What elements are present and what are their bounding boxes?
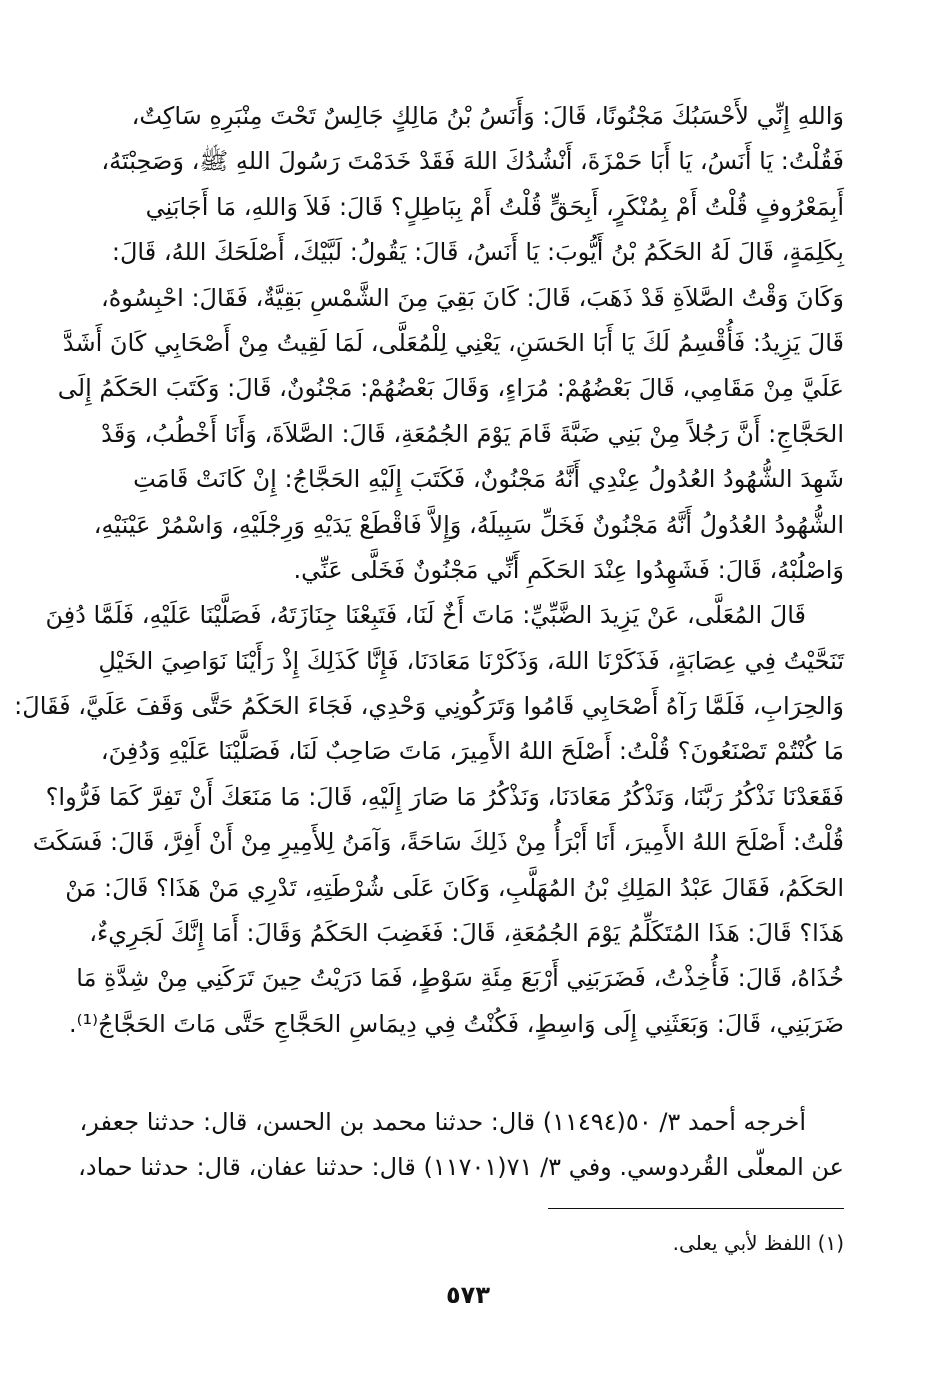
text-line: الشُّهُودُ العُدُولُ أَنَّهُ مَجْنُونٌ فَخَلِّ سَبِيلَهُ، وَإِلاَّ فَاقْطَعْ يَدَيْهِ وَرِجْلَيْهِ، وَاسْمُرْ عَيْنَيْهِ، xyxy=(93,510,844,539)
text-line: فَقَعَدْنَا نَذْكُرُ رَبَّنَا، وَنَذْكُرُ مَعَادَنَا، وَنَذْكُرُ مَا صَارَ إِلَيْهِ، قَالَ: مَا مَنَعَكَ أَنْ تَفِرَّ كَمَا فَرُّوا؟ xyxy=(45,782,844,811)
text-line: وَاصْلُبْهُ، قَالَ: فَشَهِدُوا عِنْدَ الحَكَمِ أَنِّي مَجْنُونٌ فَخَلَّى عَنِّي. xyxy=(293,555,844,584)
text-line: تَنَحَّيْتُ فِي عِصَابَةٍ، فَذَكَرْنَا اللهَ، وَذَكَرْنَا مَعَادَنَا، فَإِنَّا كَذَلِكَ إِذْ رَأَيْنَا نَوَاصِيَ الخَيْلِ xyxy=(98,646,844,675)
text-line: هَذَا؟ قَالَ: هَذَا المُتَكَلِّمُ يَوْمَ الجُمُعَةِ، قَالَ: فَغَضِبَ الحَكَمُ وَقَالَ: أَمَا إِنَّكَ لَجَرِيءٌ، xyxy=(89,919,844,948)
source-citation xyxy=(78,1100,844,1191)
text-line: قُلْتُ: أَصْلَحَ اللهُ الأَمِيرَ، أَنَا أَبْرَأُ مِنْ ذَلِكَ سَاحَةً، وَآمَنُ لِلأَمِيرِ مِنْ أَنْ أَفِرَّ، قَالَ: فَسَكَتَ xyxy=(32,828,844,857)
text-line: وَالحِرَابِ، فَلَمَّا رَآهُ أَصْحَابِي قَامُوا وَتَرَكُونِي وَحْدِي، فَجَاءَ الحَكَمُ حَتَّى وَقَفَ عَلَيَّ، فَقَالَ: xyxy=(14,692,844,721)
text-line: الحَكَمُ، فَقَالَ عَبْدُ المَلِكِ بْنُ المُهَلَّبِ، وَكَانَ عَلَى شُرْطَتِهِ، تَدْرِي مَنْ هَذَا؟ قَالَ: مَنْ xyxy=(65,873,844,902)
text-line: خُذَاهُ، قَالَ: فَأُخِذْتُ، فَضَرَبَنِي أَرْبَعَ مِئَةِ سَوْطٍ، فَمَا دَرَيْتُ حِينَ تَرَكَنِي مِنْ شِدَّةِ مَا xyxy=(76,964,844,993)
footnote: (١) اللفظ لأبي يعلى. xyxy=(672,1231,844,1255)
main-text xyxy=(14,94,844,1047)
text-line: الحَجَّاجِ: أَنَّ رَجُلاً مِنْ بَنِي ضَبَّةَ قَامَ يَوْمَ الجُمُعَةِ، قَالَ: الصَّلاَةَ، وَأَنَا أَخْطُبُ، وَقَدْ xyxy=(101,419,844,448)
footnote-divider xyxy=(548,1208,844,1209)
text-line: وَاللهِ إِنِّي لأَحْسَبُكَ مَجْنُونًا، قَالَ: وَأَنَسُ بْنُ مَالِكٍ جَالِسٌ تَحْتَ مِنْبَرِهِ سَاكِتٌ، xyxy=(131,102,844,130)
paragraph-start-line: قَالَ المُعَلَّى، عَنْ يَزِيدَ الضَّبِّيِّ: مَاتَ أَخٌ لَنَا، فَتَبِعْنَا جِنَازَتَهُ، فَصَلَّيْنَا عَلَيْهِ، فَلَمَّا دُفِنَ xyxy=(45,601,806,630)
citation-line: أخرجه أحمد ٣/ ٥٠(١١٤٩٤) قال: حدثنا محمد بن الحسن، قال: حدثنا جعفر، xyxy=(79,1108,806,1136)
text-line: قَالَ يَزِيدُ: فَأُقْسِمُ لَكَ يَا أَبَا الحَسَنِ، يَعْنِي لِلْمُعَلَّى، لَمَا لَقِيتُ مِنْ أَصْحَابِي كَانَ أَشَدَّ xyxy=(62,328,844,357)
text-line: ضَرَبَنِي، قَالَ: وَبَعَثَنِي إِلَى وَاسِطٍ، فَكُنْتُ فِي دِيمَاسِ الحَجَّاجِ حَتَّى مَاتَ الحَجَّاجُ⁽¹⁾. xyxy=(68,1009,844,1038)
text-line: فَقُلْتُ: يَا أَنَسُ، يَا أَبَا حَمْزَةَ، أَنْشُدُكَ اللهَ فَقَدْ خَدَمْتَ رَسُولَ اللهِ ﷺ، وَصَحِبْتَهُ، xyxy=(101,147,844,176)
page-number: ٥٧٣ xyxy=(446,1281,490,1309)
text-line: وَكَانَ وَقْتُ الصَّلاَةِ قَدْ ذَهَبَ، قَالَ: كَانَ بَقِيَ مِنَ الشَّمْسِ بَقِيَّةٌ، فَقَالَ: احْبِسُوهُ، xyxy=(100,283,844,312)
text-line: مَا كُنْتُمْ تَصْنَعُونَ؟ قُلْتُ: أَصْلَحَ اللهُ الأَمِيرَ، مَاتَ صَاحِبٌ لَنَا، فَصَلَّيْنَا عَلَيْهِ وَدُفِنَ، xyxy=(100,737,844,766)
text-line: بِكَلِمَةٍ، قَالَ لَهُ الحَكَمُ بْنُ أَيُّوبَ: يَا أَنَسُ، قَالَ: يَقُولُ: لَبَّيْكَ، أَصْلَحَكَ اللهُ، قَالَ: xyxy=(111,238,844,267)
text-line: عَلَيَّ مِنْ مَقَامِي، قَالَ بَعْضُهُمْ: مُرَاءٍ، وَقَالَ بَعْضُهُمْ: مَجْنُونٌ، قَالَ: وَكَتَبَ الحَكَمُ إِلَى xyxy=(57,374,844,403)
citation-line: عن المعلّى القُردوسي. وفي ٣/ ٧١(١١٧٠١) قال: حدثنا عفان، قال: حدثنا حماد، xyxy=(78,1153,844,1182)
text-line: أَبِمَعْرُوفٍ قُلْتُ أَمْ بِمُنْكَرٍ، أَبِحَقٍّ قُلْتُ أَمْ بِبَاطِلٍ؟ قَالَ: فَلاَ وَاللهِ، مَا أَجَابَنِي xyxy=(145,192,844,221)
text-line: شَهِدَ الشُّهُودُ العُدُولُ عِنْدِي أَنَّهُ مَجْنُونٌ، فَكَتَبَ إِلَيْهِ الحَجَّاجُ: إِنْ كَانَتْ قَامَتِ xyxy=(133,465,844,494)
